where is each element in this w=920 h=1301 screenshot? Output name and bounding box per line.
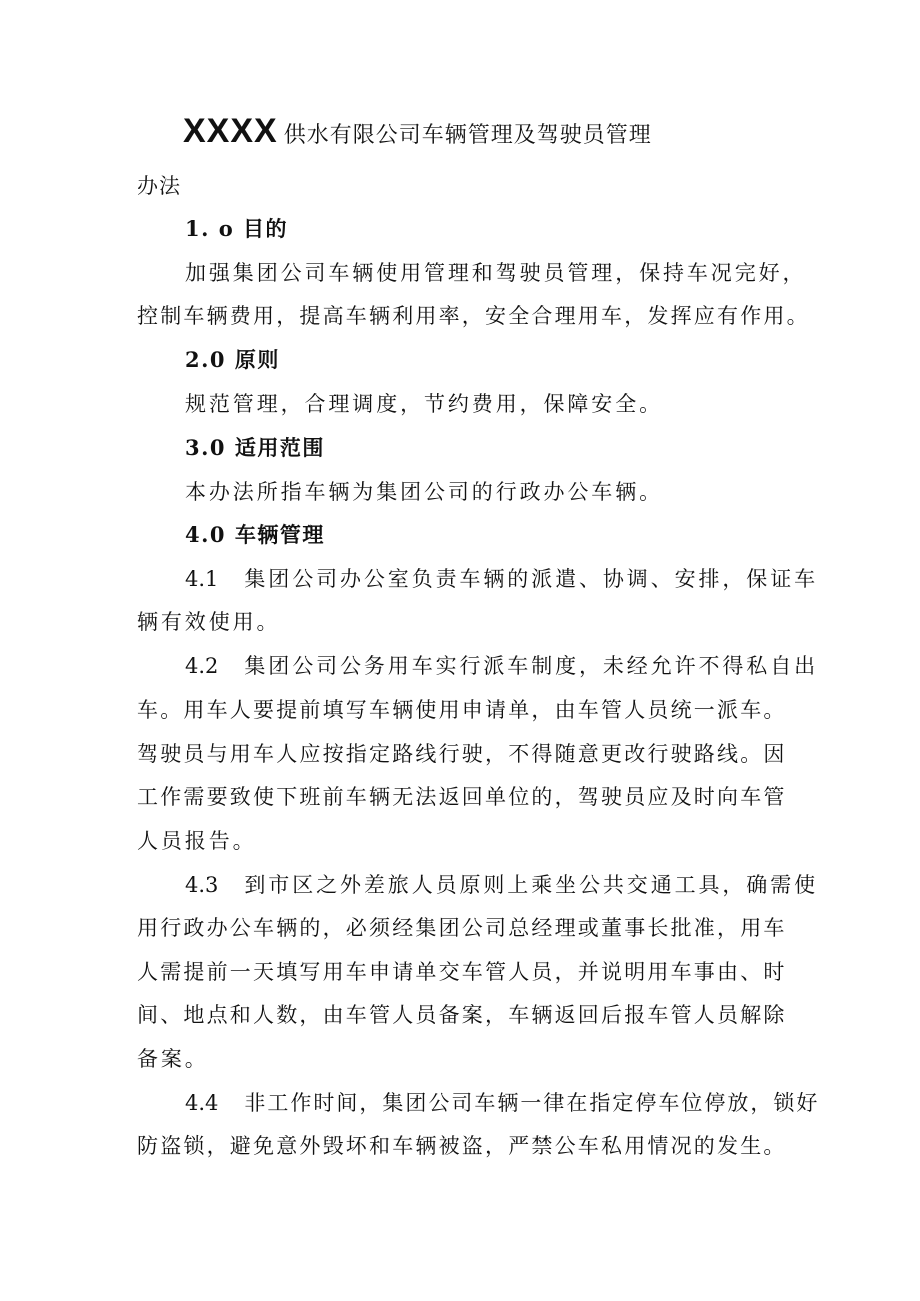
clause-4-3-line-1 (185, 869, 818, 899)
clause-4-4-line-1 (185, 1087, 819, 1117)
clause-text: 集团公司办公室负责车辆的派遣、协调、安排，保证车 (244, 567, 819, 591)
clause-number: 4.4 (185, 1091, 219, 1115)
clause-text: 非工作时间，集团公司车辆一律在指定停车位停放，锁好 (244, 1091, 820, 1115)
clause-4-2-line-4: 工作需要致使下班前车辆无法返回单位的，驾驶员应及时向车管 (137, 785, 787, 809)
clause-4-2-line-1 (185, 650, 818, 680)
section-1-line-1: 加强集团公司车辆使用管理和驾驶员管理，保持车况完好， (185, 261, 807, 285)
clause-text: 到市区之外差旅人员原则上乘坐公共交通工具，确需使 (244, 873, 819, 897)
clause-number: 4.3 (185, 873, 219, 897)
section-heading-1: 1. o 目的 (185, 216, 289, 241)
clause-number: 4.1 (185, 567, 219, 591)
title-main: 供水有限公司车辆管理及驾驶员管理 (283, 123, 652, 148)
section-2-line-1: 规范管理，合理调度，节约费用，保障安全。 (185, 392, 663, 416)
section-heading-4: 4.0 车辆管理 (185, 522, 325, 547)
title-prefix: XXXX (183, 112, 278, 150)
section-heading-2: 2.0 原则 (185, 347, 280, 372)
clause-number: 4.2 (185, 654, 219, 678)
clause-4-2-line-5: 人员报告。 (137, 829, 257, 853)
clause-4-2-line-3: 驾驶员与用车人应按指定路线行驶，不得随意更改行驶路线。因 (137, 742, 787, 766)
section-1-line-2: 控制车辆费用，提高车辆利用率，安全合理用车，发挥应有作用。 (137, 304, 810, 328)
clause-4-3-line-4: 间、地点和人数，由车管人员备案，车辆返回后报车管人员解除 (137, 1003, 787, 1027)
clause-4-3-line-2: 用行政办公车辆的，必须经集团公司总经理或董事长批准，用车 (137, 916, 787, 940)
clause-4-1-line-1 (185, 563, 818, 593)
clause-4-4-line-2: 防盗锁，避免意外毁坏和车辆被盗，严禁公车私用情况的发生。 (137, 1134, 787, 1158)
clause-4-2-line-2: 车。用车人要提前填写车辆使用申请单，由车管人员统一派车。 (137, 698, 787, 722)
document-title (183, 112, 652, 151)
section-heading-3: 3.0 适用范围 (185, 435, 325, 460)
section-3-line-1: 本办法所指车辆为集团公司的行政办公车辆。 (185, 480, 663, 504)
clause-4-1-line-2: 辆有效使用。 (137, 610, 281, 634)
clause-4-3-line-3: 人需提前一天填写用车申请单交车管人员，并说明用车事由、时 (137, 960, 787, 984)
title-continuation: 办法 (137, 174, 181, 198)
clause-text: 集团公司公务用车实行派车制度，未经允许不得私自出 (244, 654, 819, 678)
clause-4-3-line-5: 备案。 (137, 1047, 209, 1071)
